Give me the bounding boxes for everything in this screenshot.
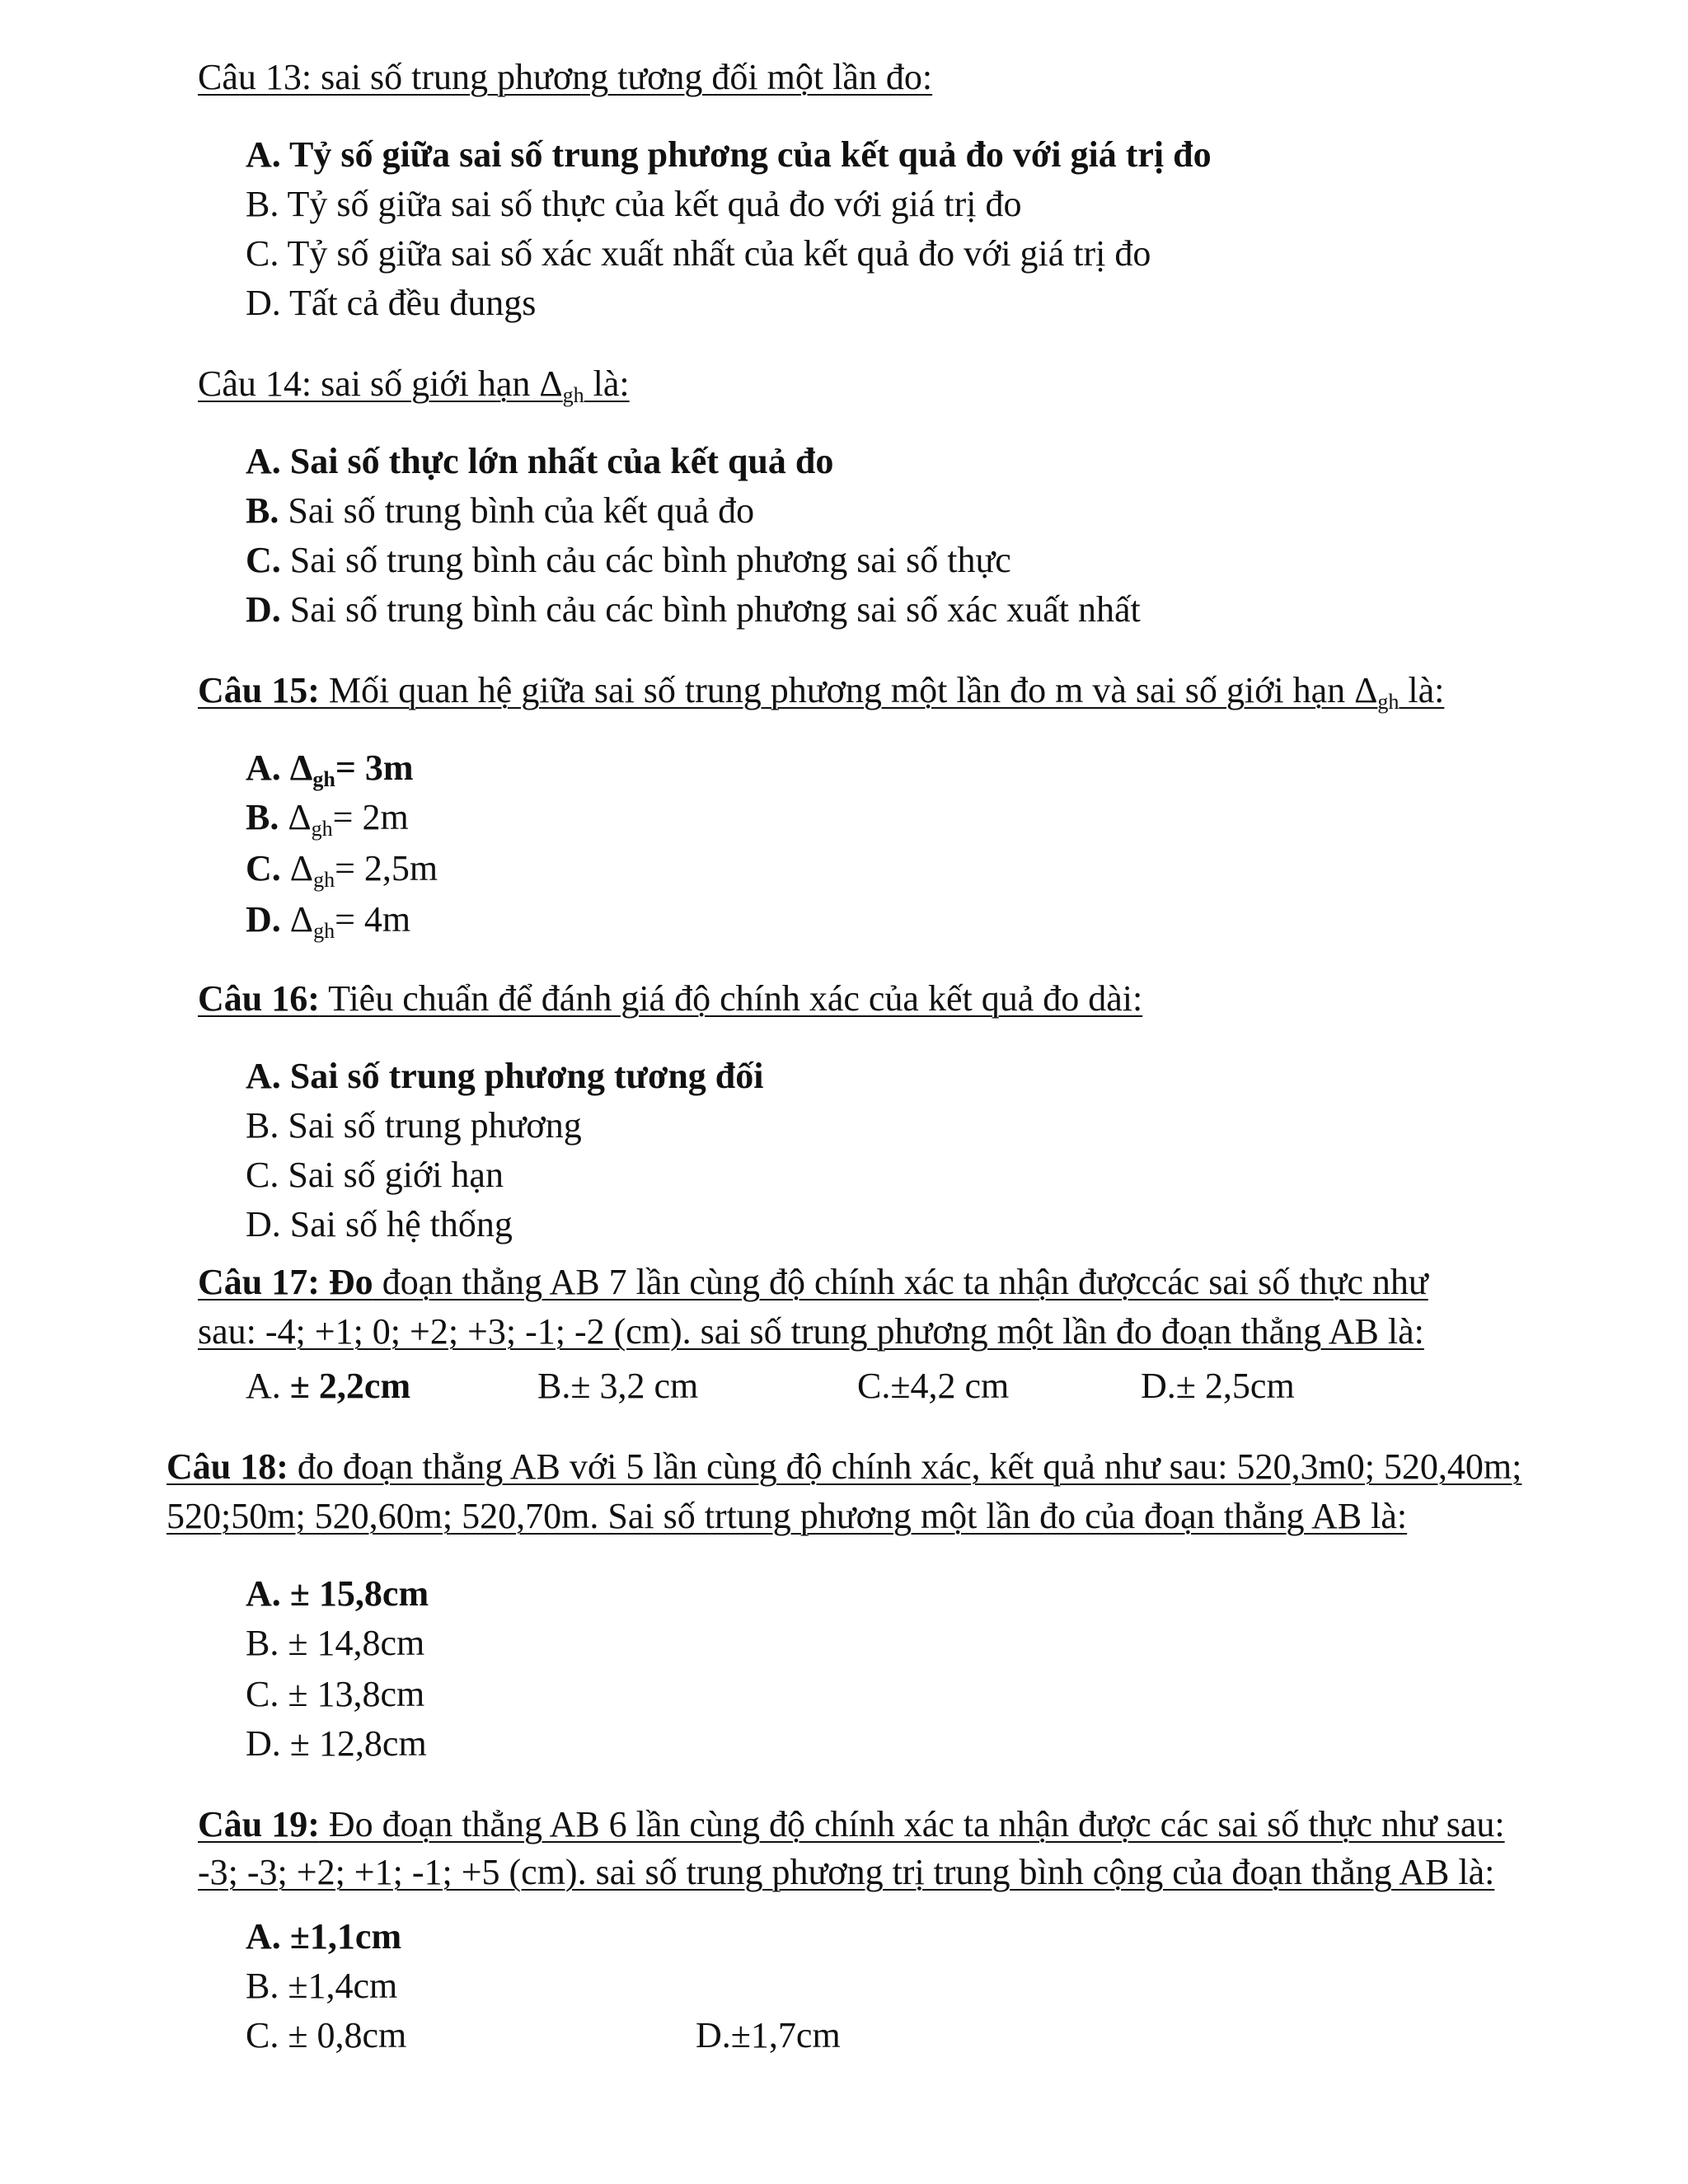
q13-option-c: C. Tỷ số giữa sai số xác xuất nhất của kết quả đo với giá trị đo bbox=[246, 233, 1151, 274]
q13-question: Câu 13: sai số trung phương tương đối một lần đo: bbox=[198, 57, 933, 97]
q15-option-c: C. $\Delta_{gh}= 2,5m$ bbox=[246, 848, 438, 892]
q17-option-d: D.± 2,5cm bbox=[1141, 1366, 1295, 1406]
q18-option-b: B. ± 14,8cm bbox=[246, 1623, 425, 1663]
q17-option-c: C.±4,2 cm bbox=[857, 1366, 1010, 1406]
q13-option-b: B. Tỷ số giữa sai số thực của kết quả đo với giá trị đo bbox=[246, 184, 1022, 224]
q17-option-b: B.± 3,2 cm bbox=[537, 1366, 699, 1406]
q18-option-c: C. ± 13,8cm bbox=[246, 1674, 425, 1714]
q19-option-c: C. ± 0,8cm bbox=[246, 2015, 407, 2055]
q14-option-d: D. Sai số trung bình cảu các bình phương sai số xác xuất nhất bbox=[246, 589, 1141, 630]
q18-question-line-1: Câu 18: đo đoạn thẳng AB với 5 lần cùng độ chính xác, kết quả như sau: 520,3m0; 520,40m; bbox=[166, 1446, 1522, 1487]
q16-option-d: D. Sai số hệ thống bbox=[246, 1204, 513, 1244]
q14-option-c: C. Sai số trung bình cảu các bình phương sai số thực bbox=[246, 540, 1011, 580]
q14-question: Câu 14: sai số giới hạn $\Delta_{gh}$ là: bbox=[198, 363, 630, 407]
q15-option-a: A. $\Delta_{gh}= 3m$ bbox=[246, 748, 414, 791]
q15-option-b: B. $\Delta_{gh}= 2m$ bbox=[246, 797, 409, 841]
q19-question-line-2: -3; -3; +2; +1; -1; +5 (cm). sai số trung phương trị trung bình cộng của đoạn thẳng AB là: bbox=[198, 1852, 1495, 1892]
q14-option-b: B. Sai số trung bình của kết quả đo bbox=[246, 490, 755, 531]
q13-option-a: A. Tỷ số giữa sai số trung phương của kết quả đo với giá trị đo bbox=[246, 134, 1212, 175]
q16-option-c: C. Sai số giới hạn bbox=[246, 1155, 504, 1195]
q16-question: Câu 16: Tiêu chuẩn để đánh giá độ chính xác của kết quả đo dài: bbox=[198, 978, 1143, 1019]
q13-option-d: D. Tất cả đều đungs bbox=[246, 283, 537, 323]
q15-question: Câu 15: Mối quan hệ giữa sai số trung phương một lần đo m và sai số giới hạn $\Delta_{gh}$ là: bbox=[198, 670, 1445, 714]
q19-question-line-1: Câu 19: Đo đoạn thẳng AB 6 lần cùng độ chính xác ta nhận được các sai số thực như sau: bbox=[198, 1804, 1505, 1844]
q18-option-a: A. ± 15,8cm bbox=[246, 1573, 429, 1614]
q15-option-d: D. $\Delta_{gh}= 4m$ bbox=[246, 899, 411, 943]
q17-question-line-2: sau: -4; +1; 0; +2; +3; -1; -2 (cm). sai số trung phương một lần đo đoạn thẳng AB là: bbox=[198, 1311, 1424, 1352]
q19-option-b: B. ±1,4cm bbox=[246, 1966, 398, 2006]
q16-option-a: A. Sai số trung phương tương đối bbox=[246, 1056, 764, 1096]
q19-option-a: A. ±1,1cm bbox=[246, 1916, 402, 1957]
q17-option-a: A. ± 2,2cm bbox=[246, 1366, 411, 1406]
q19-option-d: D.±1,7cm bbox=[696, 2015, 841, 2055]
q18-question-line-2: 520;50m; 520,60m; 520,70m. Sai số trtung phương một lần đo của đoạn thẳng AB là: bbox=[166, 1496, 1408, 1536]
q16-option-b: B. Sai số trung phương bbox=[246, 1105, 582, 1146]
q14-option-a: A. Sai số thực lớn nhất của kết quả đo bbox=[246, 441, 834, 481]
q18-option-d: D. ± 12,8cm bbox=[246, 1723, 427, 1764]
q17-question-line-1: Câu 17: Đo đoạn thẳng AB 7 lần cùng độ chính xác ta nhận đượccác sai số thực như bbox=[198, 1262, 1428, 1302]
